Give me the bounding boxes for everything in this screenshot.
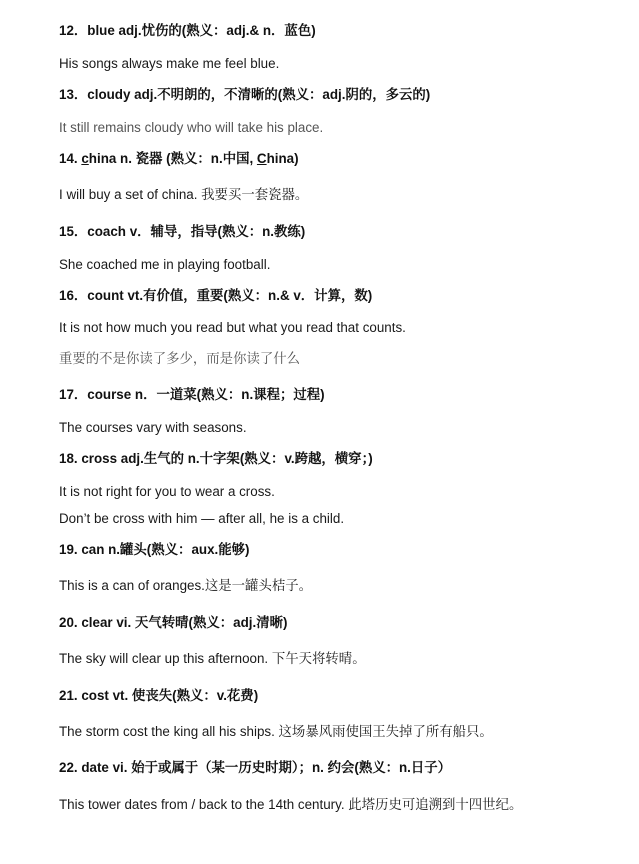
entry-18-heading: 18. cross adj.生气的 n.十字架(熟义：v.跨越，横穿；) [59, 451, 373, 466]
entry-14-heading-underlined-C: C [256, 151, 267, 166]
entry-19-heading: 19. can n.罐头(熟义：aux.能够) [59, 542, 250, 557]
entry-15-example: She coached me in playing football. [59, 257, 271, 272]
entry-14-heading-underlined-c: c [81, 151, 89, 166]
entry-16-heading: 16．count vt.有价值，重要(熟义：n.& v．计算，数) [59, 288, 373, 303]
entry-17-heading: 17．course n．一道菜(熟义：n.课程；过程) [59, 387, 325, 402]
entry-14-heading-part: hina n. 瓷器 (熟义：n.中国, [88, 151, 257, 166]
entry-15-heading: 15．coach v．辅导，指导(熟义：n.教练) [59, 224, 306, 239]
entry-17-example: The courses vary with seasons. [59, 420, 247, 435]
entry-14-example: I will buy a set of china. 我要买一套瓷器。 [59, 187, 309, 202]
entry-14-heading-part: hina) [266, 151, 299, 166]
entry-21-example: The storm cost the king all his ships. 这场暴风雨使国王失掉了所有船只。 [59, 724, 493, 739]
entry-16-example: It is not how much you read but what you read that counts. [59, 320, 406, 335]
entry-19-example: This is a can of oranges.这是一罐头桔子。 [59, 578, 313, 593]
entry-18-example-2: Don’t be cross with him — after all, he is a child. [59, 511, 345, 526]
entry-13-heading: 13．cloudy adj.不明朗的，不清晰的(熟义：adj.阴的，多云的) [59, 87, 431, 102]
entry-21-heading: 21. cost vt. 使丧失(熟义：v.花费) [59, 688, 259, 703]
entry-14-heading-part: 14. [59, 151, 82, 166]
entry-13-example: It still remains cloudy who will take his place. [59, 120, 324, 135]
entry-14-heading [59, 150, 299, 168]
entry-22-example: This tower dates from / back to the 14th century. 此塔历史可追溯到十四世纪。 [59, 797, 523, 812]
entry-12-example: His songs always make me feel blue. [59, 56, 280, 71]
entry-18-example-1: It is not right for you to wear a cross. [59, 484, 275, 499]
entry-22-heading: 22. date vi. 始于或属于（某一历史时期）；n. 约会(熟义：n.日子） [59, 760, 452, 775]
entry-12-heading: 12．blue adj.忧伤的(熟义：adj.& n．蓝色) [59, 23, 316, 38]
entry-20-heading: 20. clear vi. 天气转晴(熟义：adj.清晰) [59, 615, 288, 630]
entry-16-translation: 重要的不是你读了多少，而是你读了什么 [59, 351, 301, 366]
entry-20-example: The sky will clear up this afternoon. 下午天将转晴。 [59, 651, 366, 666]
